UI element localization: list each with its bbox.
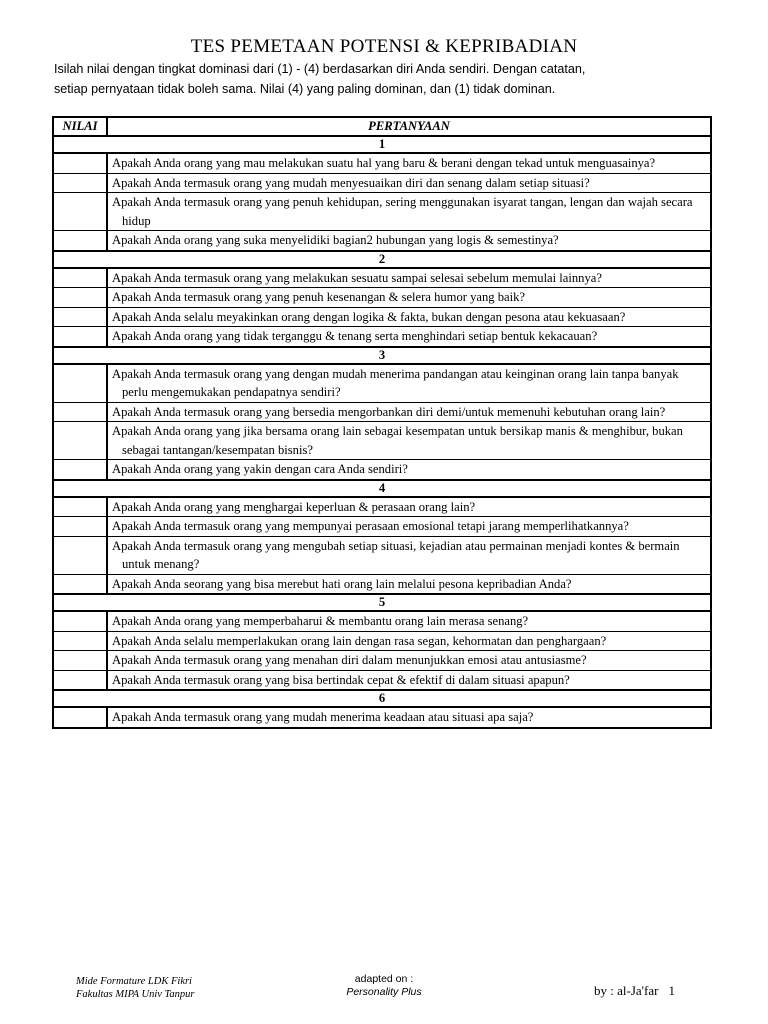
question-text: Apakah Anda termasuk orang yang melakukan sesuatu sampai selesai sebelum memulai lainnya? xyxy=(112,270,602,285)
nilai-input-cell[interactable] xyxy=(53,307,107,327)
section-header-row xyxy=(53,136,711,153)
question-cell xyxy=(107,327,711,347)
table-body xyxy=(53,136,711,728)
question-row xyxy=(53,611,711,631)
nilai-input-cell[interactable] xyxy=(53,574,107,594)
nilai-input-cell[interactable] xyxy=(53,651,107,671)
question-cell xyxy=(107,574,711,594)
question-cell xyxy=(107,631,711,651)
question-text: Apakah Anda orang yang jika bersama orang lain sebagai kesempatan untuk bersikap manis & menghibur, bukan sebagai tantangan/kesempatan bisnis? xyxy=(112,424,683,457)
question-row xyxy=(53,327,711,347)
nilai-input-cell[interactable] xyxy=(53,327,107,347)
question-row xyxy=(53,497,711,517)
section-header-row xyxy=(53,690,711,707)
question-cell xyxy=(107,288,711,308)
question-text: Apakah Anda orang yang memperbaharui & membantu orang lain merasa senang? xyxy=(112,614,529,628)
question-text: Apakah Anda seorang yang bisa merebut hati orang lain melalui pesona kepribadian Anda? xyxy=(112,576,572,591)
question-cell xyxy=(107,422,711,460)
header-pertanyaan: PERTANYAAN xyxy=(107,117,711,136)
question-cell xyxy=(107,517,711,537)
section-header-row xyxy=(53,251,711,268)
nilai-input-cell[interactable] xyxy=(53,497,107,517)
question-text: Apakah Anda termasuk orang yang bisa bertindak cepat & efektif di dalam situasi apapun? xyxy=(112,672,570,687)
question-row xyxy=(53,193,711,231)
nilai-input-cell[interactable] xyxy=(53,707,107,728)
instructions xyxy=(54,59,714,99)
header-nilai: NILAI xyxy=(53,117,107,136)
question-row xyxy=(53,460,711,480)
nilai-input-cell[interactable] xyxy=(53,173,107,193)
section-number: 5 xyxy=(53,594,711,611)
nilai-input-cell[interactable] xyxy=(53,268,107,288)
section-header-row xyxy=(53,594,711,611)
question-text: Apakah Anda selalu memperlakukan orang lain dengan rasa segan, kehormatan dan penghargaan? xyxy=(112,633,607,648)
footer-adapted-label: adapted on : xyxy=(354,973,414,985)
page-title: TES PEMETAAN POTENSI & KEPRIBADIAN xyxy=(190,36,578,57)
question-cell xyxy=(107,307,711,327)
question-text: Apakah Anda termasuk orang yang mengubah setiap situasi, kejadian atau permainan menjadi kontes & bermain untuk menang? xyxy=(112,538,680,571)
question-cell xyxy=(107,670,711,690)
question-text: Apakah Anda orang yang yakin dengan cara Anda sendiri? xyxy=(112,462,408,476)
question-cell xyxy=(107,536,711,574)
question-cell xyxy=(107,268,711,288)
question-text: Apakah Anda termasuk orang yang mudah menyesuaikan diri dan senang dalam setiap situasi? xyxy=(112,175,590,190)
nilai-input-cell[interactable] xyxy=(53,670,107,690)
nilai-input-cell[interactable] xyxy=(53,364,107,403)
question-cell xyxy=(107,707,711,728)
nilai-input-cell[interactable] xyxy=(53,402,107,422)
question-text: Apakah Anda termasuk orang yang mudah menerima keadaan atau situasi apa saja? xyxy=(112,710,534,724)
section-header-row xyxy=(53,480,711,497)
question-row xyxy=(53,268,711,288)
question-text: Apakah Anda selalu meyakinkan orang dengan logika & fakta, bukan dengan pesona atau kekuasaan? xyxy=(112,309,626,324)
question-row xyxy=(53,536,711,574)
footer-credit-line-2: Fakultas MIPA Univ Tanpur xyxy=(76,989,195,1000)
question-cell xyxy=(107,173,711,193)
nilai-input-cell[interactable] xyxy=(53,460,107,480)
question-cell xyxy=(107,611,711,631)
question-text: Apakah Anda orang yang menghargai keperluan & perasaan orang lain? xyxy=(112,499,476,514)
question-cell xyxy=(107,497,711,517)
question-text: Apakah Anda termasuk orang yang menahan diri dalam menunjukkan emosi atau antusiasme? xyxy=(112,653,587,667)
question-row xyxy=(53,517,711,537)
page-number: 1 xyxy=(668,983,675,998)
instructions-line-1: Isilah nilai dengan tingkat dominasi dari (1) - (4) berdasarkan diri Anda sendiri. Dengan catatan, xyxy=(54,62,586,76)
question-text: Apakah Anda termasuk orang yang bersedia mengorbankan diri demi/untuk memenuhi kebutuhan orang lain? xyxy=(112,404,666,419)
nilai-input-cell[interactable] xyxy=(53,231,107,251)
question-row xyxy=(53,422,711,460)
section-number: 3 xyxy=(53,347,711,364)
footer-credit-line-1: Mide Formature LDK Fikri xyxy=(76,976,192,987)
question-row xyxy=(53,574,711,594)
question-cell xyxy=(107,651,711,671)
nilai-input-cell[interactable] xyxy=(53,153,107,173)
question-row xyxy=(53,651,711,671)
section-number: 6 xyxy=(53,690,711,707)
nilai-input-cell[interactable] xyxy=(53,422,107,460)
question-row xyxy=(53,631,711,651)
question-cell xyxy=(107,231,711,251)
nilai-input-cell[interactable] xyxy=(53,193,107,231)
question-row xyxy=(53,153,711,173)
nilai-input-cell[interactable] xyxy=(53,536,107,574)
section-number: 2 xyxy=(53,251,711,268)
question-text: Apakah Anda termasuk orang yang penuh kesenangan & selera humor yang baik? xyxy=(112,290,526,304)
question-cell xyxy=(107,153,711,173)
nilai-input-cell[interactable] xyxy=(53,631,107,651)
question-cell xyxy=(107,193,711,231)
footer-author xyxy=(594,983,675,999)
question-text: Apakah Anda termasuk orang yang penuh kehidupan, sering menggunakan isyarat tangan, lengan dan wajah secara hidup xyxy=(112,195,693,228)
instructions-line-2: setiap pernyataan tidak boleh sama. Nilai (4) yang paling dominan, dan (1) tidak dominan. xyxy=(54,82,556,96)
footer-source-title: Personality Plus xyxy=(346,986,422,998)
nilai-input-cell[interactable] xyxy=(53,611,107,631)
nilai-input-cell[interactable] xyxy=(53,288,107,308)
question-cell xyxy=(107,402,711,422)
nilai-input-cell[interactable] xyxy=(53,517,107,537)
question-text: Apakah Anda orang yang suka menyelidiki bagian2 hubungan yang logis & semestinya? xyxy=(112,233,559,247)
question-row xyxy=(53,670,711,690)
table-header-row xyxy=(53,117,711,136)
question-text: Apakah Anda orang yang mau melakukan suatu hal yang baru & berani dengan tekad untuk menguasainya? xyxy=(112,156,656,170)
questionnaire-table xyxy=(52,116,712,729)
question-row xyxy=(53,231,711,251)
question-text: Apakah Anda termasuk orang yang mempunyai perasaan emosional tetapi jarang memperlihatkannya? xyxy=(112,519,629,533)
section-number: 1 xyxy=(53,136,711,153)
question-text: Apakah Anda termasuk orang yang dengan mudah menerima pandangan atau keinginan orang lain tanpa banyak perlu mengemukakan pendapatnya sendiri? xyxy=(112,366,679,399)
section-header-row xyxy=(53,347,711,364)
question-cell xyxy=(107,364,711,403)
question-row xyxy=(53,707,711,728)
section-number: 4 xyxy=(53,480,711,497)
question-row xyxy=(53,288,711,308)
question-row xyxy=(53,364,711,403)
question-text: Apakah Anda orang yang tidak terganggu & tenang serta menghindari setiap bentuk kekacauan? xyxy=(112,329,598,343)
question-row xyxy=(53,307,711,327)
question-row xyxy=(53,402,711,422)
footer-author-text: by : al-Ja'far xyxy=(594,983,659,998)
question-cell xyxy=(107,460,711,480)
question-row xyxy=(53,173,711,193)
